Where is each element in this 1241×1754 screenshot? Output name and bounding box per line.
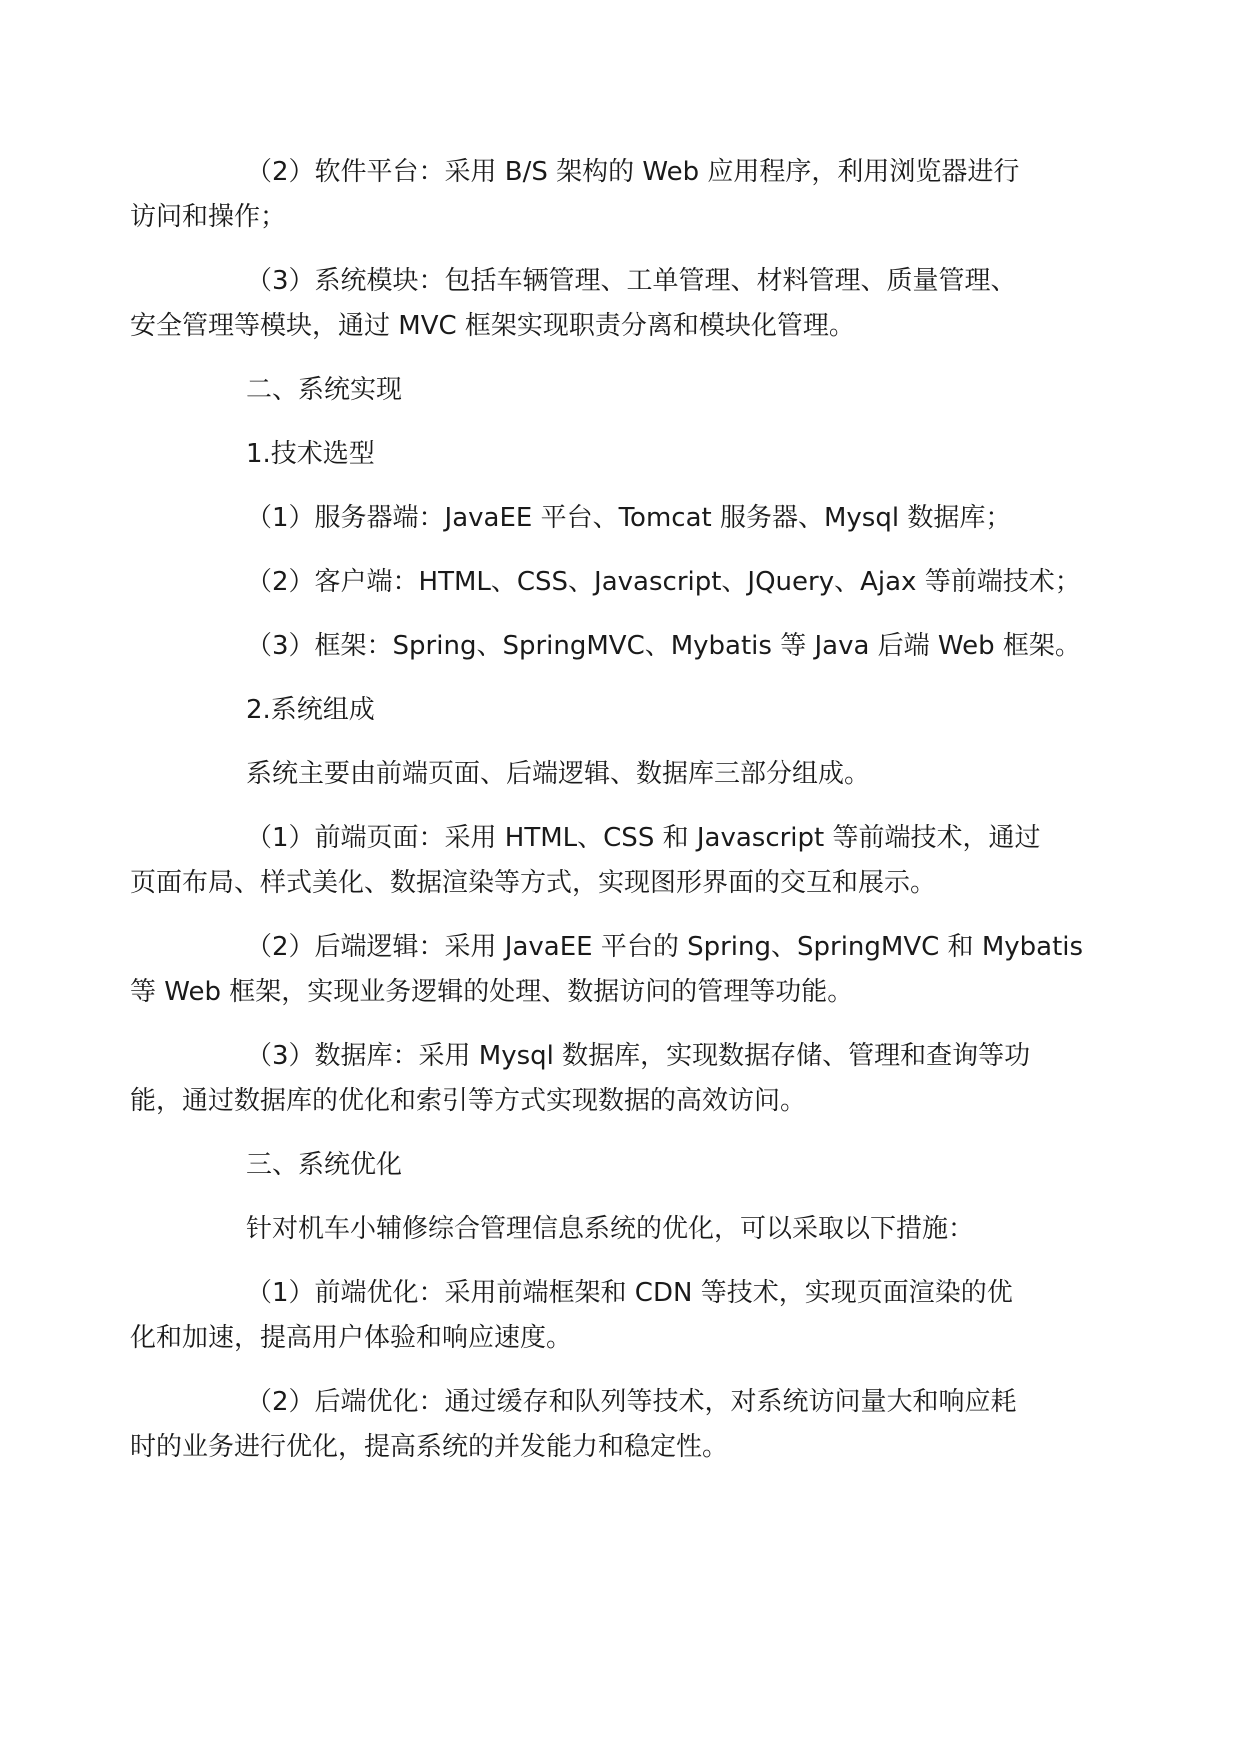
text-line: 时的业务进行优化，提高系统的并发能力和稳定性。 xyxy=(130,1432,729,1462)
paragraph-frameworks xyxy=(188,624,1088,669)
text-line: （3）系统模块：包括车辆管理、工单管理、材料管理、质量管理、 xyxy=(246,266,1017,296)
paragraph-optimization-intro xyxy=(188,1207,1088,1252)
heading-text: 2.系统组成 xyxy=(246,695,375,725)
section-heading-implementation xyxy=(188,368,1088,413)
paragraph-frontend-pages xyxy=(130,816,1088,906)
section-heading-optimization xyxy=(188,1143,1088,1188)
text-line: 页面布局、样式美化、数据渲染等方式，实现图形界面的交互和展示。 xyxy=(130,868,937,898)
document-body xyxy=(130,150,1088,1489)
text-line: 系统主要由前端页面、后端逻辑、数据库三部分组成。 xyxy=(246,759,871,789)
paragraph-frontend-optimization xyxy=(130,1271,1088,1361)
text-line: 能，通过数据库的优化和索引等方式实现数据的高效访问。 xyxy=(130,1086,807,1116)
paragraph-backend-logic xyxy=(130,925,1088,1015)
text-line: 化和加速，提高用户体验和响应速度。 xyxy=(130,1323,573,1353)
text-line: 访问和操作； xyxy=(130,202,287,232)
heading-text: 二、系统实现 xyxy=(246,375,403,405)
subheading-system-composition xyxy=(188,688,1088,733)
text-line: （2）软件平台：采用 B/S 架构的 Web 应用程序，利用浏览器进行 xyxy=(246,157,1020,187)
paragraph-system-modules xyxy=(130,259,1088,349)
paragraph-client-side xyxy=(188,560,1088,605)
text-line: 等 Web 框架，实现业务逻辑的处理、数据访问的管理等功能。 xyxy=(130,977,854,1007)
text-line: （2）后端优化：通过缓存和队列等技术，对系统访问量大和响应耗 xyxy=(246,1387,1017,1417)
subheading-tech-selection xyxy=(188,432,1088,477)
text-line: （3）数据库：采用 Mysql 数据库，实现数据存储、管理和查询等功 xyxy=(246,1041,1031,1071)
heading-text: 1.技术选型 xyxy=(246,439,375,469)
text-line: （2）客户端：HTML、CSS、Javascript、JQuery、Ajax 等前端技术； xyxy=(246,567,1081,597)
paragraph-database xyxy=(130,1034,1088,1124)
paragraph-backend-optimization xyxy=(130,1380,1088,1470)
paragraph-server-side xyxy=(188,496,1088,541)
text-line: （1）前端页面：采用 HTML、CSS 和 Javascript 等前端技术，通过 xyxy=(246,823,1041,853)
text-line: 安全管理等模块，通过 MVC 框架实现职责分离和模块化管理。 xyxy=(130,311,855,341)
text-line: 针对机车小辅修综合管理信息系统的优化，可以采取以下措施： xyxy=(246,1214,975,1244)
paragraph-software-platform xyxy=(130,150,1088,240)
text-line: （1）服务器端：JavaEE 平台、Tomcat 服务器、Mysql 数据库； xyxy=(246,503,1012,533)
paragraph-composition-summary xyxy=(188,752,1088,797)
text-line: （3）框架：Spring、SpringMVC、Mybatis 等 Java 后端 Web 框架。 xyxy=(246,631,1081,661)
heading-text: 三、系统优化 xyxy=(246,1150,403,1180)
text-line: （1）前端优化：采用前端框架和 CDN 等技术，实现页面渲染的优 xyxy=(246,1278,1013,1308)
text-line: （2）后端逻辑：采用 JavaEE 平台的 Spring、SpringMVC 和 Mybatis xyxy=(246,932,1084,962)
